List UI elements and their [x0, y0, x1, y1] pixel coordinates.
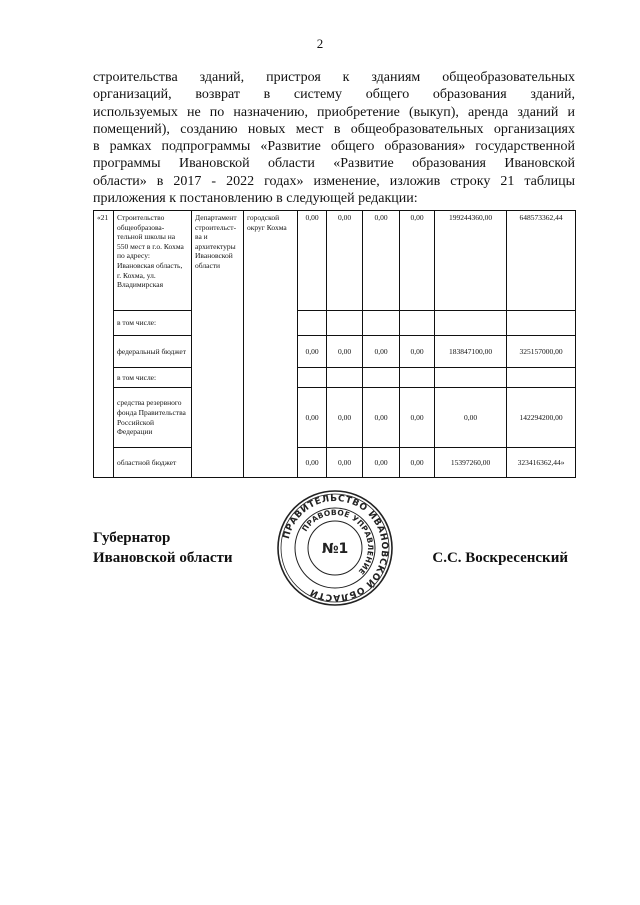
stamp-outer-text: ПРАВИТЕЛЬСТВО ИВАНОВСКОЙ ОБЛАСТИ: [281, 493, 390, 603]
table-row: [94, 211, 576, 311]
stamp-seal: [275, 488, 395, 608]
paragraph-line: приложения к постановлению в следующей редакции:: [93, 191, 418, 207]
value-cell: [435, 368, 507, 388]
value-cell: 0,00: [363, 388, 400, 448]
value-cell: 183847100,00: [435, 336, 507, 368]
value-cell: 0,00: [327, 336, 363, 368]
table-row: [94, 336, 576, 368]
paragraph-line: программы Ивановской области «Развитие образования Ивановской: [93, 156, 575, 172]
signature-name: С.С. Воскресенский: [432, 550, 568, 566]
value-cell: 0,00: [327, 388, 363, 448]
paragraph-line: строительства зданий, пристроя к зданиям общеобразовательных: [93, 70, 575, 85]
value-cell: [327, 311, 363, 336]
value-cell: [400, 311, 435, 336]
table-row: [94, 311, 576, 336]
signature-title-line: Губернатор: [93, 530, 171, 546]
label-cell: федеральный бюджет: [114, 336, 192, 368]
value-cell: 0,00: [363, 448, 400, 478]
paragraph-line: в рамках подпрограммы «Развитие общего образования» государственной: [93, 139, 575, 155]
page-number: 2: [316, 36, 324, 51]
value-cell: 0,00: [327, 448, 363, 478]
stamp-inner-text: ПРАВОВОЕ УПРАВЛЕНИЕ: [300, 507, 376, 577]
value-cell: 0,00: [327, 211, 363, 311]
value-cell: [363, 368, 400, 388]
body-paragraph: [93, 69, 575, 207]
value-cell: [363, 311, 400, 336]
paragraph-line: помещений), созданию новых мест в общеобразовательных организациях: [93, 121, 575, 137]
value-cell: 0,00: [298, 388, 327, 448]
paragraph-line: используемых не по назначению, приобретение (выкуп), аренда зданий и: [93, 104, 575, 120]
table-row: [94, 448, 576, 478]
value-cell: 0,00: [363, 336, 400, 368]
value-cell: [507, 311, 576, 336]
value-cell: 0,00: [363, 211, 400, 311]
value-cell: 0,00: [298, 211, 327, 311]
value-cell: 0,00: [400, 336, 435, 368]
paragraph-line: области» в 2017 - 2022 годах» изменение, изложив строку 21 таблицы: [93, 173, 575, 189]
label-cell: средства резервного фонда Правительства Российской Федерации: [114, 388, 192, 448]
signature-title-line: Ивановской области: [93, 550, 233, 566]
value-cell: 0,00: [298, 336, 327, 368]
value-cell: [400, 368, 435, 388]
object-cell: Строительство общеобразова-тельной школы на 550 мест в г.о. Кохма по адресу: Ивановская область, г. Кохма, ул. Владимирская: [114, 211, 192, 311]
value-cell: [435, 311, 507, 336]
funding-table: [93, 210, 576, 478]
label-cell: в том числе:: [114, 311, 192, 336]
value-cell: 323416362,44»: [507, 448, 576, 478]
label-cell: в том числе:: [114, 368, 192, 388]
row-number-cell: «21: [94, 211, 114, 478]
value-cell: [327, 368, 363, 388]
value-cell: 0,00: [298, 448, 327, 478]
value-cell: 0,00: [400, 388, 435, 448]
department-cell: Департамент строительст-ва и архитектуры Ивановской области: [192, 211, 244, 478]
table-row: [94, 388, 576, 448]
value-cell: 15397260,00: [435, 448, 507, 478]
location-cell: городской округ Кохма: [244, 211, 298, 478]
value-cell: 142294200,00: [507, 388, 576, 448]
value-cell: [507, 368, 576, 388]
value-cell: 0,00: [435, 388, 507, 448]
value-cell: [298, 311, 327, 336]
paragraph-line: организаций, возврат в систему общего образования зданий,: [93, 87, 575, 103]
value-cell: 325157000,00: [507, 336, 576, 368]
label-cell: областной бюджет: [114, 448, 192, 478]
value-cell: 199244360,00: [435, 211, 507, 311]
value-cell: 0,00: [400, 211, 435, 311]
signature-title: [93, 528, 233, 568]
stamp-number: №1: [321, 541, 349, 557]
table-row: [94, 368, 576, 388]
value-cell: 0,00: [400, 448, 435, 478]
value-cell: [298, 368, 327, 388]
value-cell: 648573362,44: [507, 211, 576, 311]
